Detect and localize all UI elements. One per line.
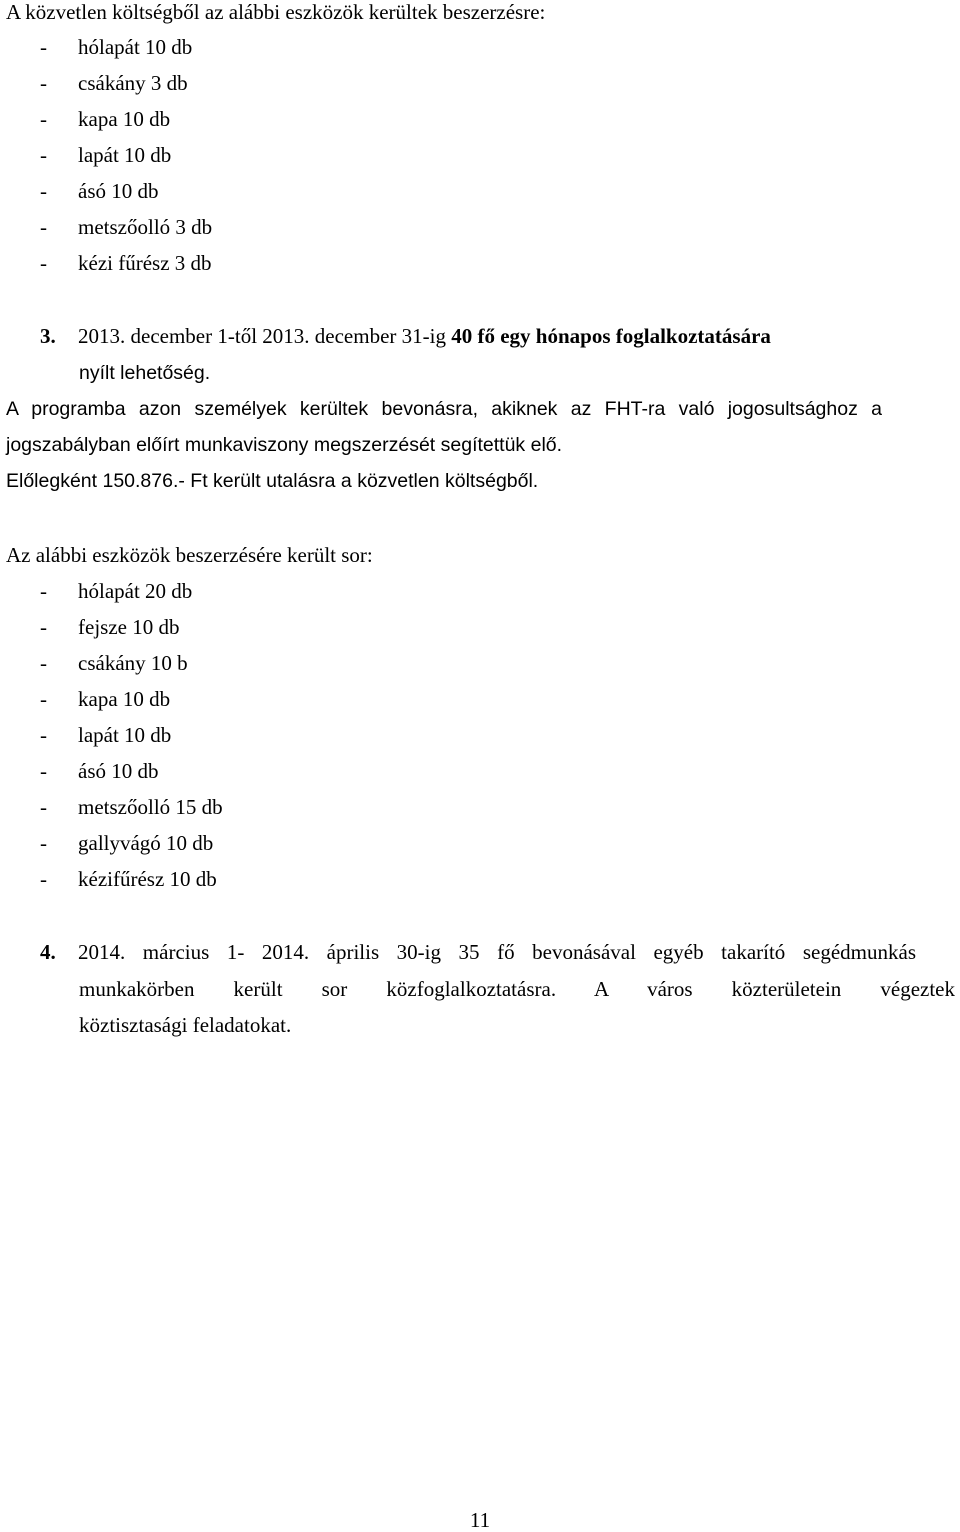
section-3-paragraph-line-2: jogszabályban előírt munkaviszony megszerzését segítettük elő. <box>6 434 563 456</box>
section-3-bold: 40 fő egy hónapos foglalkoztatására <box>451 324 771 348</box>
section-4-text-1: 2014. március 1- 2014. április 30-ig 35 fő bevonásával egyéb takarító segédmunkás <box>78 940 916 964</box>
list2-intro: Az alábbi eszközök beszerzésére került sor: <box>6 543 373 567</box>
list-item: - kézi fűrész 3 db <box>40 251 212 275</box>
section-3-lead: 2013. december 1-től 2013. december 31-ig <box>78 324 452 348</box>
list-item: - ásó 10 db <box>40 759 159 783</box>
section-4-number: 4. <box>40 940 56 964</box>
list-item: - metszőolló 3 db <box>40 215 213 239</box>
list-item: - gallyvágó 10 db <box>40 831 214 855</box>
list-item: - hólapát 20 db <box>40 579 193 603</box>
list-item: - csákány 10 b <box>40 651 188 675</box>
section-4-line-1 <box>40 940 916 964</box>
list-item: - ásó 10 db <box>40 179 159 203</box>
section-3-number: 3. <box>40 324 56 348</box>
list-item: - hólapát 10 db <box>40 35 193 59</box>
list-item: - lapát 10 db <box>40 723 172 747</box>
section-3-heading <box>40 324 771 348</box>
section-3-advance: Előlegként 150.876.- Ft került utalásra a közvetlen költségből. <box>6 470 539 492</box>
list1-intro: A közvetlen költségből az alábbi eszközök kerültek beszerzésre: <box>6 0 546 24</box>
section-4-line-2: munkakörben került sor közfoglalkoztatásra. A város közterületein végeztek <box>79 977 955 1001</box>
section-4-line-3: köztisztasági feladatokat. <box>79 1013 292 1037</box>
list-item: - kapa 10 db <box>40 107 171 131</box>
section-3-continuation: nyílt lehetőség. <box>79 362 211 384</box>
list-item: - kézifűrész 10 db <box>40 867 217 891</box>
page-number: 11 <box>469 1508 491 1532</box>
list-item: - metszőolló 15 db <box>40 795 223 819</box>
section-3-paragraph-line-1: A programba azon személyek kerültek bevonásra, akiknek az FHT-ra való jogosultsághoz a <box>6 398 882 420</box>
list-item: - kapa 10 db <box>40 687 171 711</box>
list-item: - fejsze 10 db <box>40 615 180 639</box>
list-item: - lapát 10 db <box>40 143 172 167</box>
list-item: - csákány 3 db <box>40 71 188 95</box>
